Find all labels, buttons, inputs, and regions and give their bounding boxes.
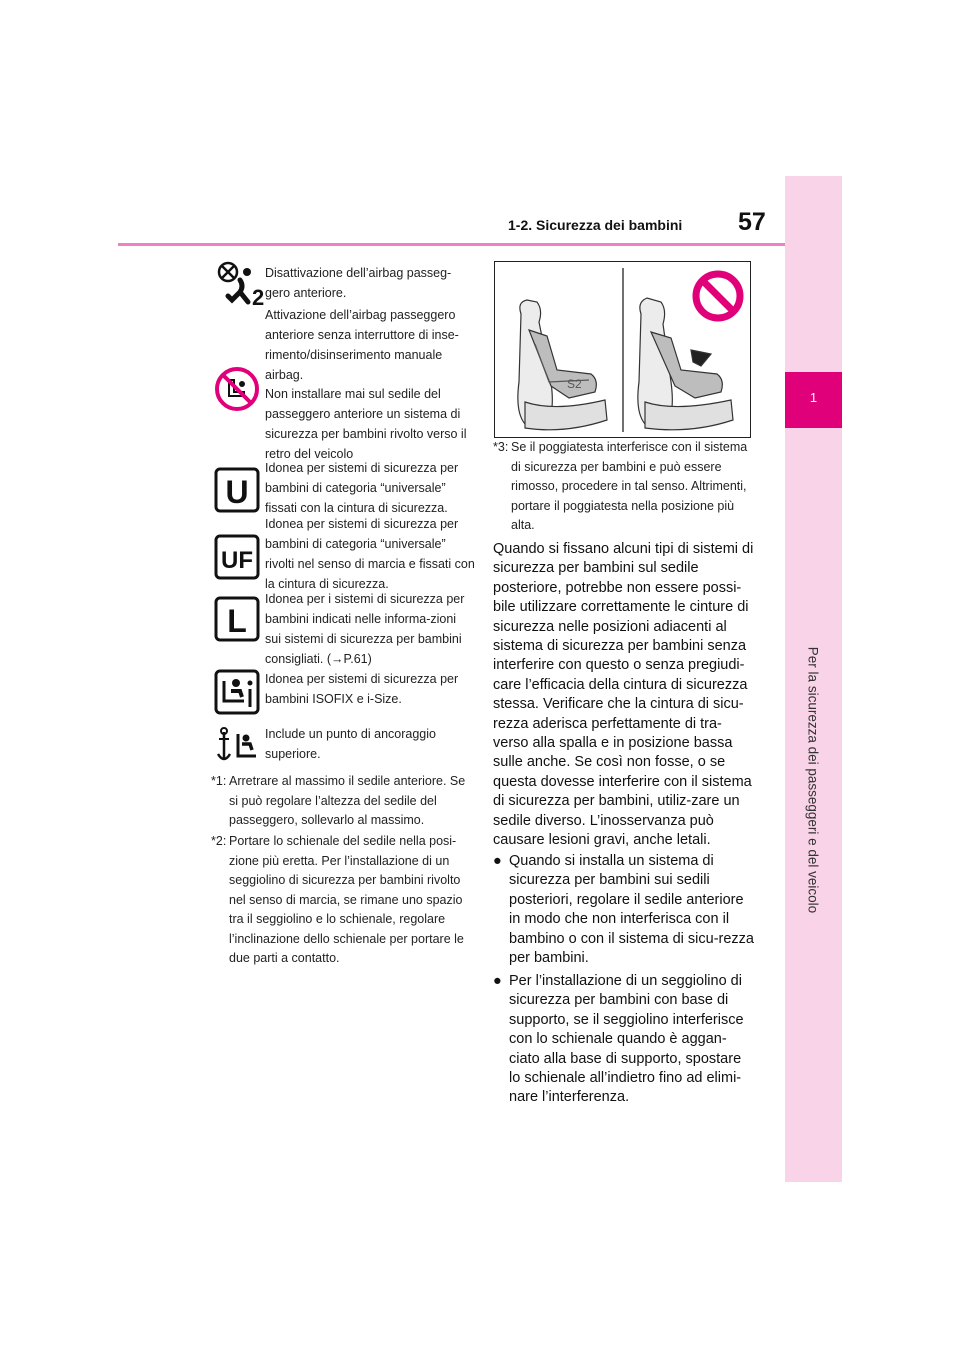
bullet-item-2 xyxy=(493,972,755,1108)
chapter-tab-number: 1 xyxy=(809,390,818,405)
legend-airbag-on-text: Attivazione dell’airbag passeggero anteriore senza interruttore di inse-rimento/disinserimento manuale airbag. xyxy=(265,308,459,382)
footnote-3-text: Se il poggiatesta interferisce con il sistema di sicurezza per bambini e può essere rimosso, procedere in tal senso. Altrimenti, portare il poggiatesta nella posizione più alta. xyxy=(511,440,748,532)
isofix-icon xyxy=(214,669,260,715)
legend-universal-forward-text: Idonea per sistemi di sicurezza per bambini di categoria “universale” rivolti nel senso di marcia e fissati con la cintura di sicurezza. xyxy=(265,517,475,591)
bullet-dot-2: ● xyxy=(493,973,502,989)
listed-l-icon xyxy=(214,596,260,642)
airbag-off-icon xyxy=(214,258,264,310)
footnote-2-label: *2: xyxy=(211,834,227,848)
top-tether-anchor-icon xyxy=(214,726,262,766)
footnote-2-text: Portare lo schienale del sedile nella posi-zione più eretta. Per l’installazione di un seggiolino di sicurezza per bambini rivolto nel senso di marcia, se rimane uno spazio tra il seggiolino e lo schienale, regolare l’inclinazione dello schienale per portare le due parti a contatto. xyxy=(229,834,464,965)
bullet-text-1: Quando si installa un sistema di sicurezza per bambini sui sedili posteriori, regolare il sedile anteriore in modo che non interferisca con il bambino o con il sistema di sicu-rezza per bambini. xyxy=(509,853,754,967)
footnote-1 xyxy=(211,772,471,831)
legend-anchor-text: Include un punto di ancoraggio superiore. xyxy=(265,727,436,761)
seat-ok-drawing xyxy=(518,300,607,430)
footnote-1-text: Arretrare al massimo il sedile anteriore. Se si può regolare l’altezza del sedile del passeggero, sollevarlo al massimo. xyxy=(229,774,466,827)
svg-text:S2: S2 xyxy=(567,377,582,391)
chapter-tab xyxy=(785,372,842,428)
no-rear-facing-seat-icon xyxy=(214,366,260,412)
prohibited-icon xyxy=(696,274,740,318)
main-paragraph: Quando si fissano alcuni tipi di sistemi di sicurezza per bambini sul sedile posteriore, potrebbe non essere possi-bile utilizzare correttamente le cinture di sicurezza nelle posizioni adiacenti al sistema di sicurezza per bambini senza interferire con questo o senza pregiudi-care l’efficacia della cintura di sicurezza stessa. Verificare che la cintura di sicu-rezza aderisca perfettamente di tra-verso alla spalla e in posizione bassa sulle anche. Se così non fosse, o se questa dovesse interferire con il sistema di sicurezza per bambini, utiliz-zare un sedile diverso. L’inosservanza può causare lesioni gravi, anche letali. xyxy=(493,541,754,849)
universal-u-icon xyxy=(214,467,260,513)
footnote-1-label: *1: xyxy=(211,774,227,788)
icon-uf-letters: UF xyxy=(221,547,253,574)
legend-universal-text: Idonea per sistemi di sicurezza per bambini di categoria “universale” fissati con la cintura di sicurezza. xyxy=(265,461,459,515)
headrest-illustration xyxy=(494,261,751,438)
footnote-3 xyxy=(493,438,753,536)
legend-listed-text: Idonea per i sistemi di sicurezza per bambini indicati nelle informa-zioni sui sistemi di sicurezza per bambini consigliati. (→P.61) xyxy=(265,592,465,666)
bullet-text-2: Per l’installazione di un seggiolino di sicurezza per bambini con base di supporto, se il seggiolino interferisce con lo schienale quando è aggan-ciato alla base di supporto, spostare lo schienale all’indietro fino ad elimi-nare l’interferenza. xyxy=(509,973,744,1106)
universal-forward-uf-icon xyxy=(214,534,260,580)
header-rule xyxy=(118,243,785,246)
icon-l-letter: L xyxy=(227,603,247,639)
legend-never-rear-text: Non installare mai sul sedile del passeggero anteriore un sistema di sicurezza per bambini rivolto verso il retro del veicolo xyxy=(265,387,467,461)
svg-text:2: 2 xyxy=(252,285,264,310)
legend-isofix-text: Idonea per sistemi di sicurezza per bambini ISOFIX e i-Size. xyxy=(265,672,459,706)
section-title: 1-2. Sicurezza dei bambini xyxy=(508,217,683,233)
footnote-3-label: *3: xyxy=(493,440,509,454)
chapter-title-vertical: Per la sicurezza dei passeggeri e del veicolo xyxy=(805,646,821,914)
bullet-item-1 xyxy=(493,852,755,968)
icon-u-letter: U xyxy=(225,474,249,510)
bullet-dot-1: ● xyxy=(493,853,502,869)
legend-airbag-off-text: Disattivazione dell’airbag passeg-gero anteriore. xyxy=(265,266,452,300)
seat-drawings xyxy=(495,262,750,437)
footnote-2 xyxy=(211,832,471,969)
page-number: 57 xyxy=(738,208,766,236)
